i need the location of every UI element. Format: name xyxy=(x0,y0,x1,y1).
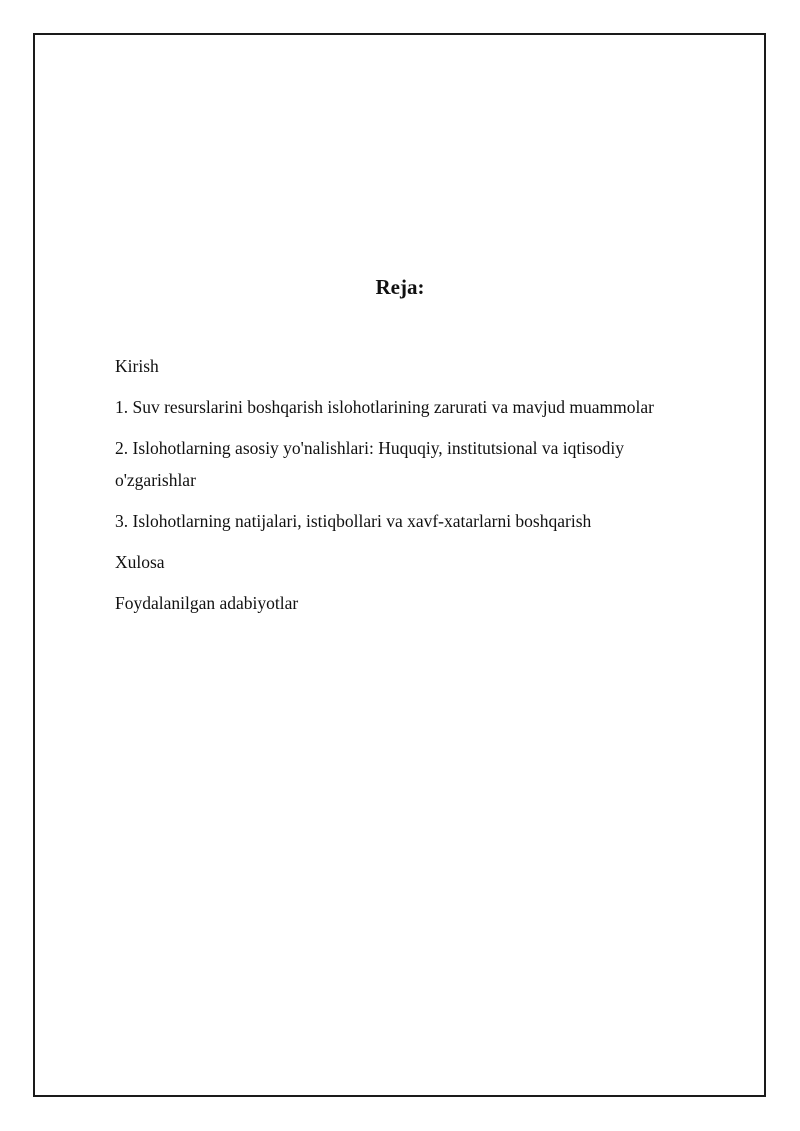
table-of-contents xyxy=(115,350,700,628)
toc-item-3: 3. Islohotlarning natijalari, istiqbollari va xavf-xatarlarni boshqarish xyxy=(115,511,592,531)
toc-item-references: Foydalanilgan adabiyotlar xyxy=(115,593,299,613)
page-heading: Reja: xyxy=(375,275,425,299)
toc-item-introduction: Kirish xyxy=(115,356,159,376)
toc-item-conclusion: Xulosa xyxy=(115,552,165,572)
toc-item-1: 1. Suv resurslarini boshqarish islohotlarining zarurati va mavjud muammolar xyxy=(115,397,654,417)
toc-item-2: 2. Islohotlarning asosiy yo'nalishlari: Huquqiy, institutsional va iqtisodiy o'zgarishlar xyxy=(115,438,625,490)
